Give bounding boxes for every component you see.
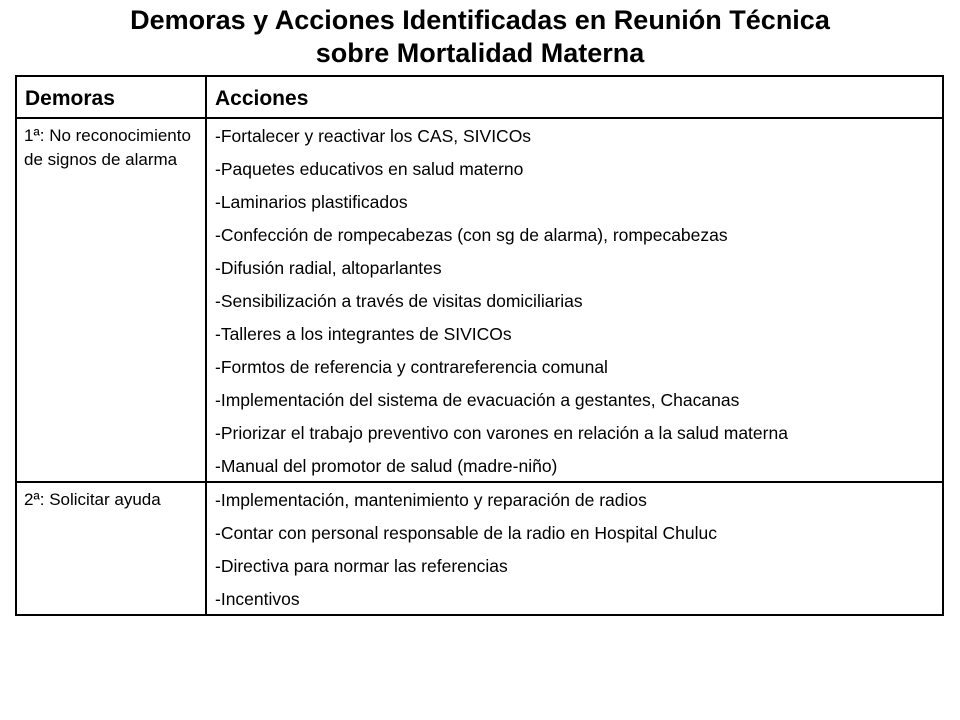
action-item: -Incentivos [215, 589, 300, 609]
table-row [16, 482, 943, 615]
header-demoras: Demoras [16, 76, 206, 118]
table-row [16, 118, 943, 482]
action-item: -Talleres a los integrantes de SIVICOs [215, 324, 512, 344]
page-title [0, 4, 960, 70]
delays-actions-table [15, 75, 944, 616]
actions-cell [206, 482, 943, 615]
action-item: -Priorizar el trabajo preventivo con varones en relación a la salud materna [215, 423, 788, 443]
action-item: -Implementación, mantenimiento y reparación de radios [215, 490, 647, 510]
action-item: -Manual del promotor de salud (madre-niño) [215, 456, 558, 476]
action-item: -Contar con personal responsable de la radio en Hospital Chuluc [215, 523, 717, 543]
action-item: -Fortalecer y reactivar los CAS, SIVICOs [215, 126, 532, 146]
action-item: -Difusión radial, altoparlantes [215, 258, 442, 278]
title-line-1: Demoras y Acciones Identificadas en Reunión Técnica [130, 5, 830, 35]
action-item: -Implementación del sistema de evacuación a gestantes, Chacanas [215, 390, 740, 410]
action-item: -Laminarios plastificados [215, 192, 408, 212]
action-item: -Sensibilización a través de visitas domiciliarias [215, 291, 583, 311]
actions-cell [206, 118, 943, 482]
action-item: -Formtos de referencia y contrareferencia comunal [215, 357, 608, 377]
delay-cell: 2ª: Solicitar ayuda [16, 482, 206, 615]
table-header-row [16, 76, 943, 118]
action-item: -Confección de rompecabezas (con sg de alarma), rompecabezas [215, 225, 728, 245]
action-item: -Directiva para normar las referencias [215, 556, 508, 576]
action-item: -Paquetes educativos en salud materno [215, 159, 524, 179]
header-acciones: Acciones [206, 76, 943, 118]
delay-cell: 1ª: No reconocimiento de signos de alarma [16, 118, 206, 482]
title-line-2: sobre Mortalidad Materna [315, 38, 645, 68]
